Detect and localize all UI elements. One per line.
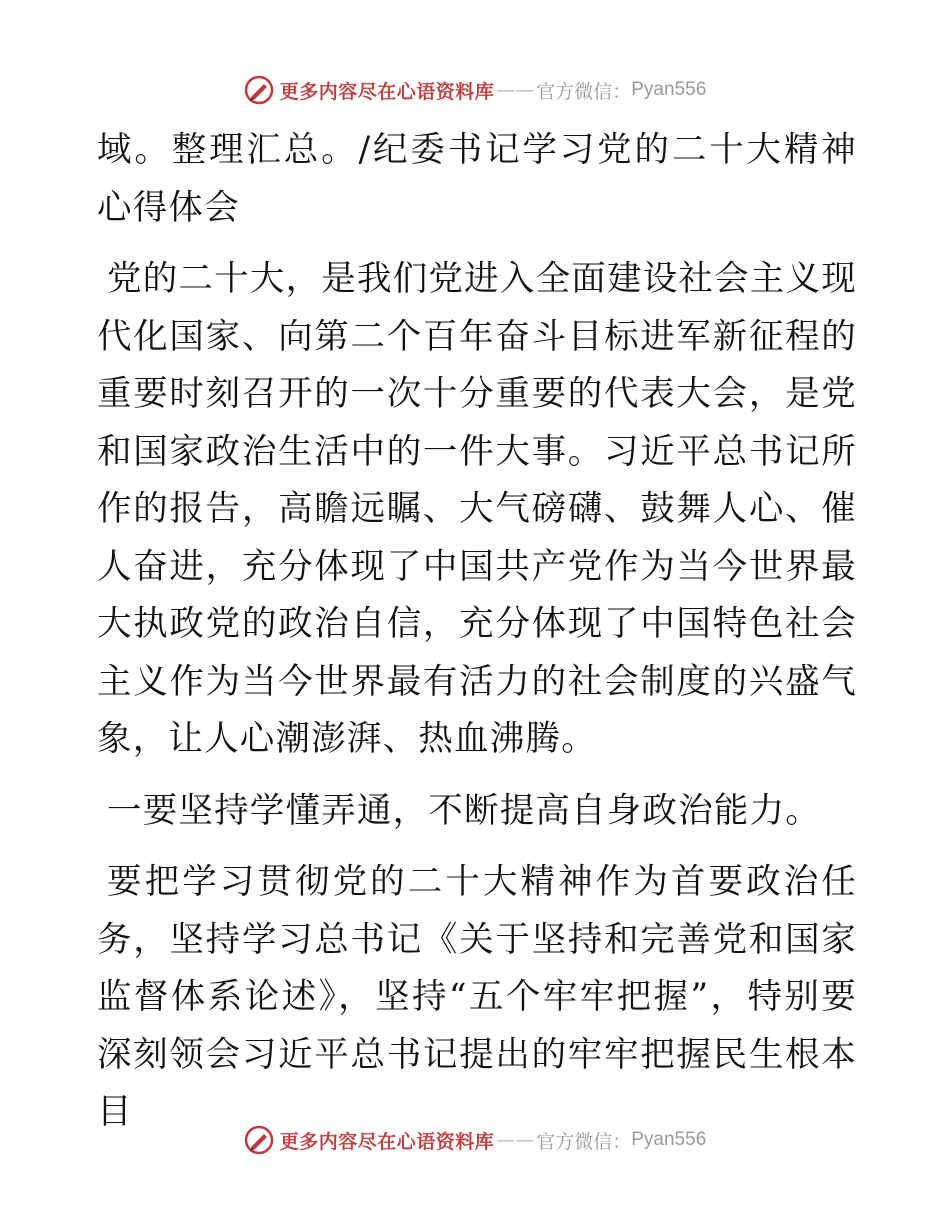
footer-banner xyxy=(0,1123,950,1157)
header-banner xyxy=(0,73,950,107)
pen-logo-icon xyxy=(244,1125,274,1155)
paragraph-point-one: 一要坚持学懂弄通，不断提高自身政治能力。 xyxy=(107,790,821,831)
paragraph-title-line: 域。整理汇总。/纪委书记学习党的二十大精神心得体会 xyxy=(97,130,857,228)
banner-wechat-id: Pyan556 xyxy=(631,1129,707,1150)
banner-wechat-label: 官方微信： xyxy=(536,1130,632,1153)
banner-title: 更多内容尽在心语资料库 xyxy=(279,80,495,103)
banner-wechat-label: 官方微信： xyxy=(536,80,632,103)
document-body xyxy=(97,122,857,1156)
paragraph-point-detail: 要把学习贯彻党的二十大精神作为首要政治任务，坚持学习总书记《关于坚持和完善党和国家监督体系论述》，坚持“五个牢牢把握”，特别要深刻领会习近平总书记提出的牢牢把握民生根本目 xyxy=(97,862,857,1132)
banner-separator: —— xyxy=(496,79,535,101)
pen-logo-icon xyxy=(244,75,274,105)
banner-wechat-id: Pyan556 xyxy=(631,79,707,100)
banner-title: 更多内容尽在心语资料库 xyxy=(279,1130,495,1153)
banner-separator: —— xyxy=(496,1129,535,1151)
paragraph-intro: 党的二十大，是我们党进入全面建设社会主义现代化国家、向第二个百年奋斗目标进军新征程的重要时刻召开的一次十分重要的代表大会，是党和国家政治生活中的一件大事。习近平总书记所作的报告，高瞻远瞩、大气磅礴、鼓舞人心、催人奋进，充分体现了中国共产党作为当今世界最大执政党的政治自信，充分体现了中国特色社会主义作为当今世界最有活力的社会制度的兴盛气象，让人心潮澎湃、热血沸腾。 xyxy=(97,259,857,759)
